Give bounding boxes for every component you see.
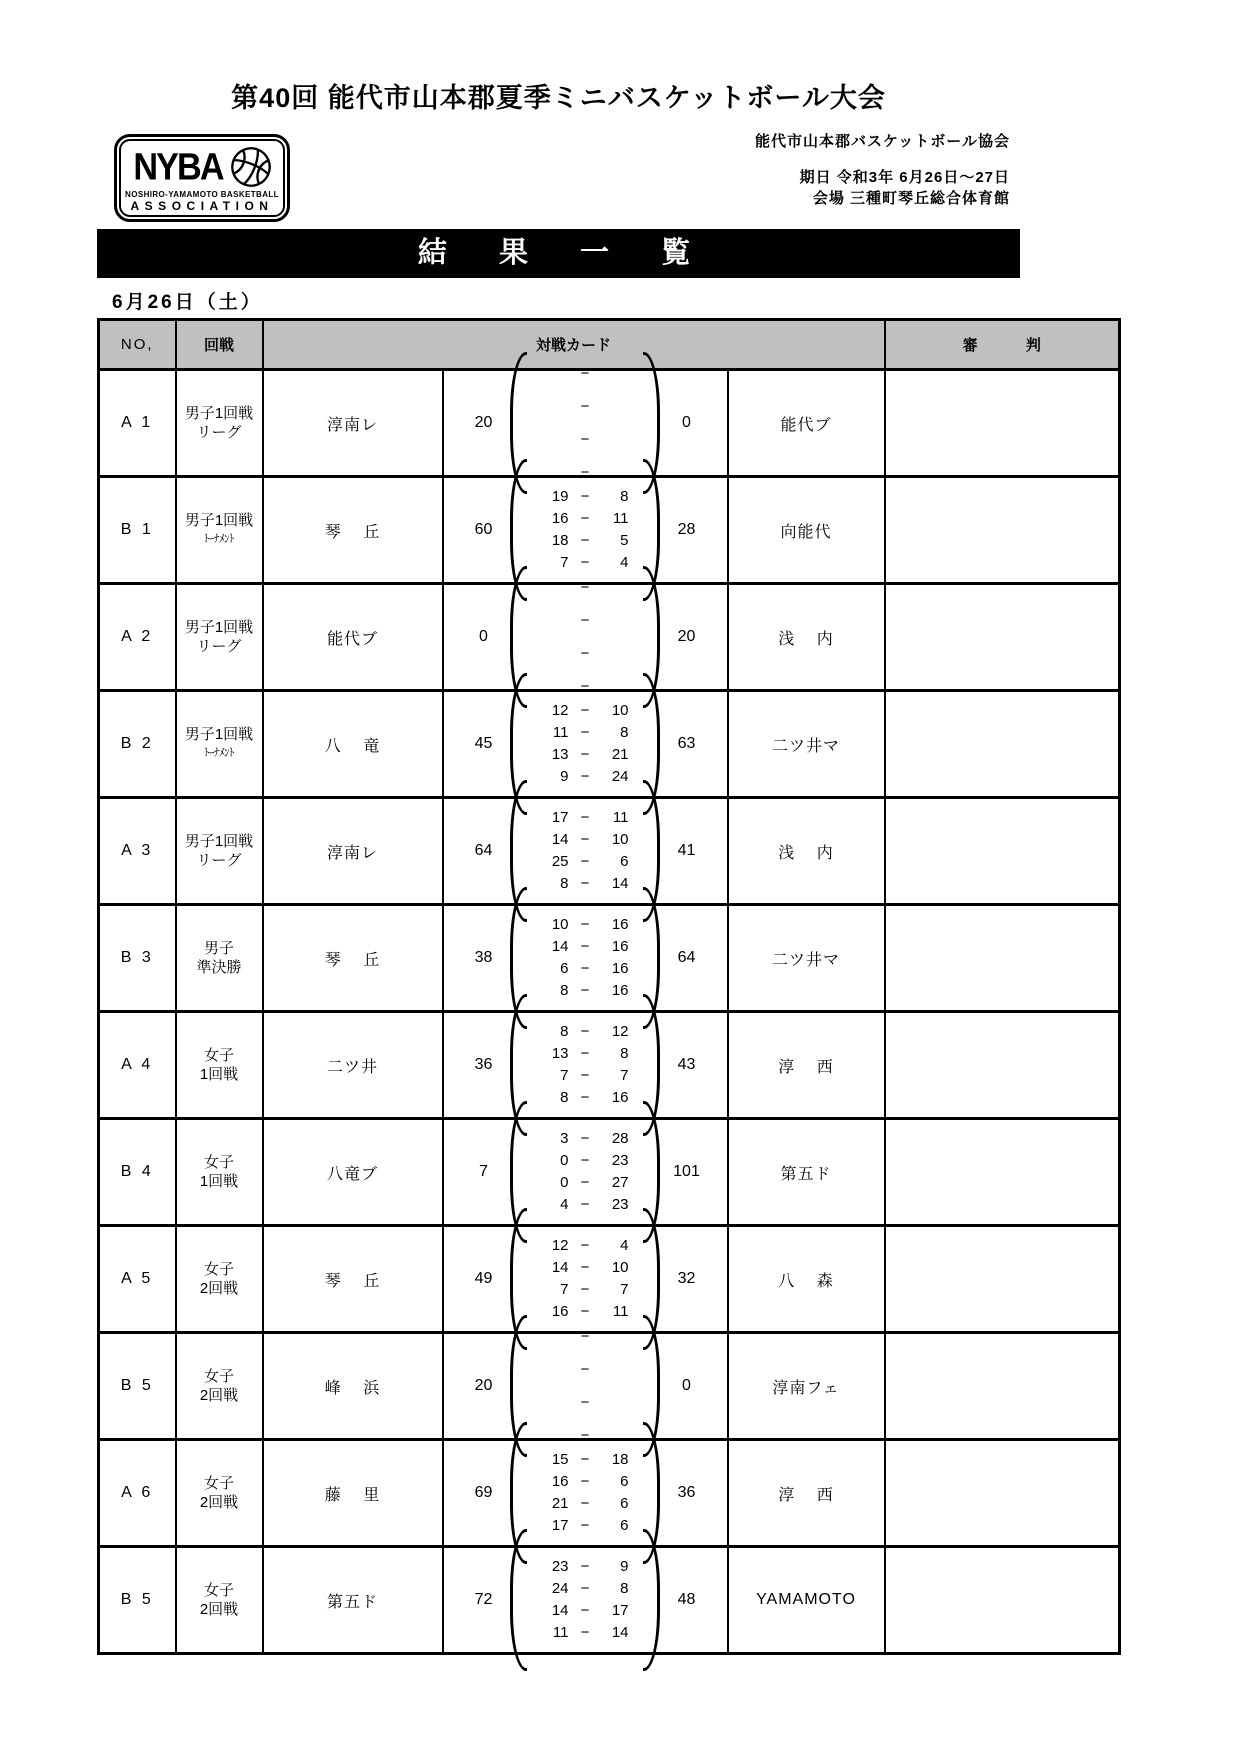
team2-name: 淳 西 (728, 1012, 885, 1119)
team2-name: 能代ブ (728, 370, 885, 477)
match-round (176, 905, 263, 1012)
nyba-logo-top-row (131, 144, 273, 190)
referee-cell (885, 1547, 1120, 1654)
table-row (99, 1547, 1120, 1654)
match-round (176, 1333, 263, 1440)
quarter-line: − (580, 365, 590, 382)
referee-cell (885, 370, 1120, 477)
nyba-logo-acronym: NYBA (133, 144, 223, 188)
quarter-line: − (580, 464, 590, 481)
quarter-line: 23 − 9 (551, 1558, 629, 1575)
match-no: B 2 (99, 691, 176, 798)
referee-cell (885, 1440, 1120, 1547)
quarter-line: 0 − 27 (560, 1174, 629, 1191)
quarter-line: − (580, 678, 590, 695)
round-line1: 男子1回戦 (184, 833, 254, 850)
quarter-line: 13 − 21 (551, 746, 629, 763)
quarter-line: 14 − 17 (551, 1602, 629, 1619)
team1-name: 琴 丘 (263, 905, 443, 1012)
quarter-line: 16 − 11 (551, 1303, 629, 1320)
nyba-logo (114, 134, 290, 222)
team1-name: 八 竜 (263, 691, 443, 798)
basketball-icon (229, 145, 273, 189)
quarter-line: 15 − 18 (551, 1451, 629, 1468)
match-round (176, 1440, 263, 1547)
team2-name: 二ツ井マ (728, 905, 885, 1012)
quarter-line: 4 − 23 (560, 1196, 629, 1213)
referee-cell (885, 691, 1120, 798)
round-line2: 準決勝 (196, 959, 242, 976)
quarter-line: − (580, 398, 590, 415)
match-no: A 1 (99, 370, 176, 477)
quarter-line: 21 − 6 (551, 1495, 629, 1512)
quarter-line: − (580, 1427, 590, 1444)
team2-name: 八 森 (728, 1226, 885, 1333)
referee-cell (885, 798, 1120, 905)
team1-score: 69 (474, 1484, 493, 1501)
team1-score: 72 (474, 1591, 493, 1608)
match-round (176, 1547, 263, 1654)
round-line2: 2回戦 (199, 1494, 239, 1511)
col-header-no: NO, (99, 320, 176, 370)
quarter-line: − (580, 1361, 590, 1378)
referee-cell (885, 477, 1120, 584)
match-no: A 5 (99, 1226, 176, 1333)
match-round (176, 1012, 263, 1119)
referee-cell (885, 1333, 1120, 1440)
team2-score: 20 (677, 628, 696, 645)
team1-score: 49 (474, 1270, 493, 1287)
team2-name: 淳 西 (728, 1440, 885, 1547)
quarter-line: 8 − 16 (560, 1089, 629, 1106)
round-line2: ﾄｰﾅﾒﾝﾄ (204, 747, 234, 759)
team2-score: 48 (677, 1591, 696, 1608)
col-header-round: 回戦 (176, 320, 263, 370)
quarter-line: 24 − 8 (551, 1580, 629, 1597)
team2-score: 36 (677, 1484, 696, 1501)
quarter-line: 10 − 16 (551, 916, 629, 933)
match-no: A 2 (99, 584, 176, 691)
team2-name: 向能代 (728, 477, 885, 584)
team2-score: 43 (677, 1056, 696, 1073)
team1-score: 64 (474, 842, 493, 859)
round-line2: ﾄｰﾅﾒﾝﾄ (204, 533, 234, 545)
quarter-line: 14 − 10 (551, 831, 629, 848)
team1-score: 60 (474, 521, 493, 538)
team1-score: 36 (474, 1056, 493, 1073)
round-line1: 女子 (203, 1154, 234, 1171)
event-dates: 期日 令和3年 6月26日～27日 (799, 169, 1010, 186)
team1-name: 淳南レ (263, 798, 443, 905)
match-no: B 5 (99, 1547, 176, 1654)
col-header-card: 対戦カード (263, 320, 885, 370)
quarter-line: 25 − 6 (551, 853, 629, 870)
match-card-body (444, 1548, 727, 1652)
match-no: A 3 (99, 798, 176, 905)
team2-name: 浅 内 (728, 584, 885, 691)
referee-cell (885, 1012, 1120, 1119)
quarter-line: 14 − 16 (551, 938, 629, 955)
team1-name: 淳南レ (263, 370, 443, 477)
round-line1: 女子 (203, 1047, 234, 1064)
team2-score: 0 (682, 1377, 691, 1394)
referee-cell (885, 584, 1120, 691)
bracket-left (510, 1529, 527, 1671)
team1-name: 琴 丘 (263, 477, 443, 584)
quarter-line: − (580, 612, 590, 629)
quarter-line: 7 − 7 (560, 1067, 629, 1084)
results-banner-title: 結 果 一 覧 (97, 229, 1020, 278)
team1-name: 第五ド (263, 1547, 443, 1654)
team2-name: 淳南フェ (728, 1333, 885, 1440)
match-day-heading: 6月26日（土） (112, 292, 263, 313)
match-round (176, 798, 263, 905)
quarter-line: − (580, 1394, 590, 1411)
quarter-line: 13 − 8 (551, 1045, 629, 1062)
match-no: B 1 (99, 477, 176, 584)
team2-name: 浅 内 (728, 798, 885, 905)
quarter-line: 8 − 12 (560, 1023, 629, 1040)
team2-score: 32 (677, 1270, 696, 1287)
round-line1: 男子 (203, 940, 234, 957)
quarter-line: 16 − 11 (551, 510, 629, 527)
team2-name: 二ツ井マ (728, 691, 885, 798)
quarter-line: − (580, 579, 590, 596)
round-line2: 2回戦 (199, 1280, 239, 1297)
quarter-line: 16 − 6 (551, 1473, 629, 1490)
quarter-line: 12 − 10 (551, 702, 629, 719)
team1-name: 峰 浜 (263, 1333, 443, 1440)
team1-score: 45 (474, 735, 493, 752)
referee-cell (885, 1119, 1120, 1226)
quarter-line: 3 − 28 (560, 1130, 629, 1147)
round-line1: 女子 (203, 1582, 234, 1599)
team1-score: 0 (479, 628, 488, 645)
event-venue: 会場 三種町琴丘総合体育館 (812, 190, 1010, 207)
col-header-referee: 審 判 (885, 320, 1120, 370)
team1-name: 八竜ブ (263, 1119, 443, 1226)
quarter-line: − (580, 645, 590, 662)
quarter-line: 7 − 4 (560, 554, 629, 571)
round-line2: 2回戦 (199, 1387, 239, 1404)
match-round (176, 1119, 263, 1226)
quarter-line: 17 − 11 (551, 809, 629, 826)
team1-name: 能代ブ (263, 584, 443, 691)
quarter-line: 18 − 5 (551, 532, 629, 549)
round-line2: リーグ (196, 852, 242, 869)
team2-score: 101 (673, 1163, 700, 1180)
association-name: 能代市山本郡バスケットボール協会 (755, 133, 1010, 150)
quarter-line: 8 − 14 (560, 875, 629, 892)
team1-name: 二ツ井 (263, 1012, 443, 1119)
match-no: A 4 (99, 1012, 176, 1119)
match-round (176, 370, 263, 477)
quarter-scores (527, 1529, 643, 1671)
quarter-line: 7 − 7 (560, 1281, 629, 1298)
quarter-line: 14 − 10 (551, 1259, 629, 1276)
quarter-line: 11 − 14 (552, 1624, 629, 1641)
round-line2: 2回戦 (199, 1601, 239, 1618)
round-line1: 男子1回戦 (184, 726, 254, 743)
nyba-logo-association: ASSOCIATION (130, 198, 274, 213)
team1-score: 20 (474, 1377, 493, 1394)
match-round (176, 1226, 263, 1333)
quarter-line: 17 − 6 (551, 1517, 629, 1534)
team1-name: 藤 里 (263, 1440, 443, 1547)
match-no: B 4 (99, 1119, 176, 1226)
quarter-line: − (580, 431, 590, 448)
match-no: B 3 (99, 905, 176, 1012)
quarter-line: 0 − 23 (560, 1152, 629, 1169)
match-no: B 5 (99, 1333, 176, 1440)
nyba-logo-subtitle: NOSHIRO-YAMAMOTO BASKETBALL (125, 189, 279, 199)
quarter-line: − (580, 1328, 590, 1345)
round-line2: 1回戦 (199, 1066, 239, 1083)
referee-cell (885, 905, 1120, 1012)
team2-name: 第五ド (728, 1119, 885, 1226)
match-round (176, 691, 263, 798)
match-round (176, 584, 263, 691)
round-line1: 男子1回戦 (184, 405, 254, 422)
round-line1: 女子 (203, 1261, 234, 1278)
bracket-right (643, 1529, 660, 1671)
round-line1: 女子 (203, 1368, 234, 1385)
team1-name: 琴 丘 (263, 1226, 443, 1333)
event-meta (800, 167, 1010, 209)
quarter-line: 11 − 8 (552, 724, 629, 741)
quarter-line: 12 − 4 (551, 1237, 629, 1254)
team2-name: YAMAMOTO (728, 1547, 885, 1654)
quarter-line: 19 − 8 (551, 488, 629, 505)
round-line1: 男子1回戦 (184, 619, 254, 636)
team2-score: 64 (677, 949, 696, 966)
team2-score: 28 (677, 521, 696, 538)
nyba-logo-inner-frame (119, 139, 285, 217)
round-line1: 女子 (203, 1475, 234, 1492)
match-card (443, 1547, 728, 1654)
team1-score: 20 (474, 414, 493, 431)
team2-score: 63 (677, 735, 696, 752)
round-line2: リーグ (196, 424, 242, 441)
page-title: 第40回 能代市山本郡夏季ミニバスケットボール大会 (231, 83, 886, 113)
team1-score: 38 (474, 949, 493, 966)
referee-cell (885, 1226, 1120, 1333)
quarter-line: 9 − 24 (560, 768, 629, 785)
round-line2: 1回戦 (199, 1173, 239, 1190)
results-table (97, 318, 1121, 1655)
round-line2: リーグ (196, 638, 242, 655)
quarter-line: 8 − 16 (560, 982, 629, 999)
team2-score: 0 (682, 414, 691, 431)
quarter-line: 6 − 16 (560, 960, 629, 977)
team2-score: 41 (677, 842, 696, 859)
team1-score: 7 (479, 1163, 488, 1180)
match-round (176, 477, 263, 584)
round-line1: 男子1回戦 (184, 512, 254, 529)
match-no: A 6 (99, 1440, 176, 1547)
